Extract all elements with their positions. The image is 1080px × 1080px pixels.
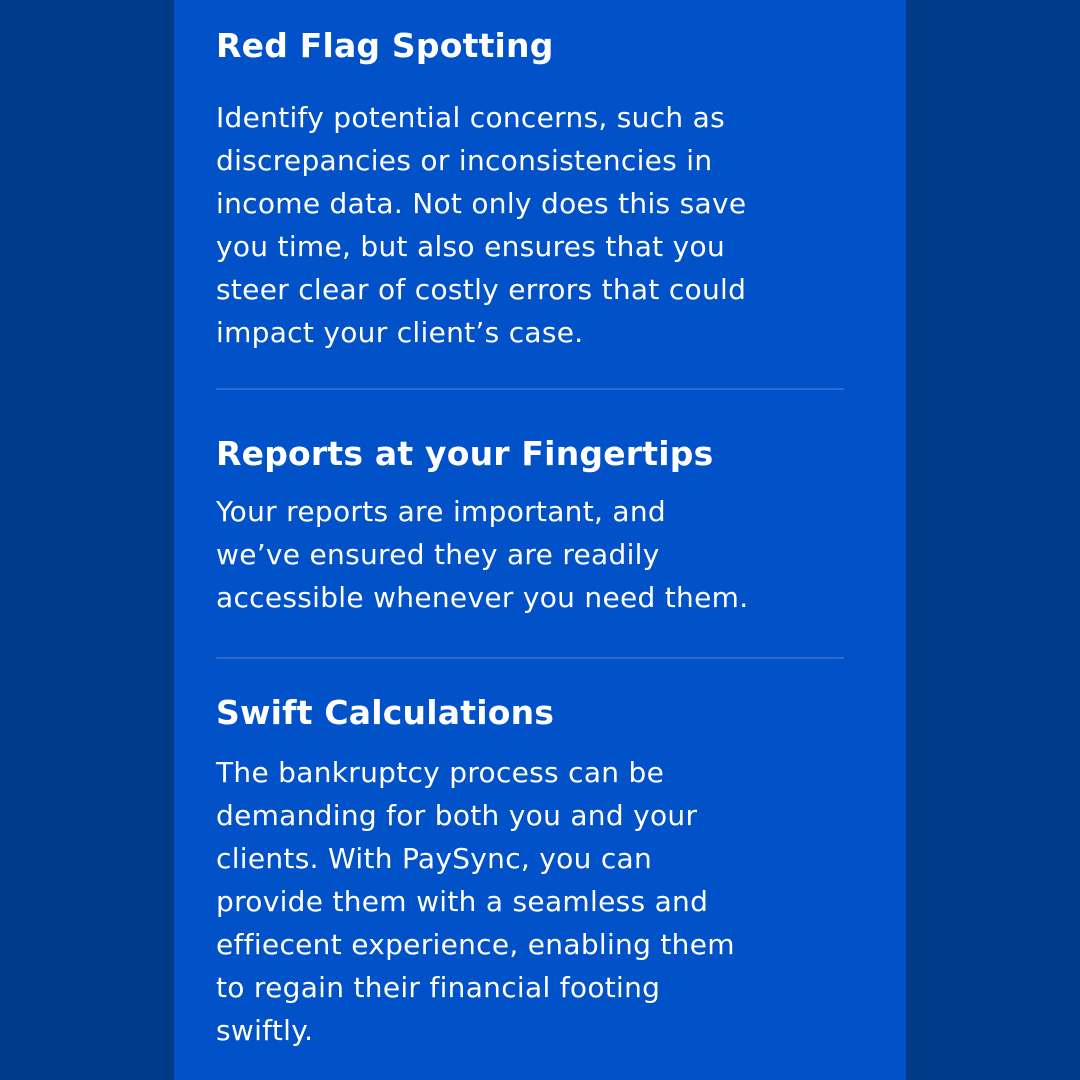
body-line: clients. With PaySync, you can (216, 842, 653, 875)
section-title: Swift Calculations (216, 693, 555, 732)
body-line: you time, but also ensures that you (216, 230, 725, 263)
body-line: to regain their financial footing (216, 971, 661, 1004)
section-body (216, 96, 856, 354)
body-line: discrepancies or inconsistencies in (216, 144, 713, 177)
body-line: income data. Not only does this save (216, 187, 747, 220)
section-body (216, 751, 856, 1052)
section-body (216, 490, 856, 619)
body-line: impact your client’s case. (216, 316, 584, 349)
section-divider (216, 388, 844, 390)
body-line: demanding for both you and your (216, 799, 698, 832)
body-line: provide them with a seamless and (216, 885, 709, 918)
section-reports-at-your-fingertips (216, 432, 856, 619)
section-swift-calculations (216, 691, 856, 1052)
section-divider (216, 657, 844, 659)
section-title: Red Flag Spotting (216, 26, 554, 65)
body-line: we’ve ensured they are readily (216, 538, 660, 571)
body-line: effiecent experience, enabling them (216, 928, 735, 961)
body-line: The bankruptcy process can be (216, 756, 665, 789)
section-red-flag-spotting (216, 24, 856, 354)
body-line: accessible whenever you need them. (216, 581, 749, 614)
section-title: Reports at your Fingertips (216, 434, 714, 473)
body-line: Your reports are important, and (216, 495, 666, 528)
body-line: steer clear of costly errors that could (216, 273, 747, 306)
body-line: swiftly. (216, 1014, 314, 1047)
body-line: Identify potential concerns, such as (216, 101, 726, 134)
content-panel (174, 0, 906, 1080)
